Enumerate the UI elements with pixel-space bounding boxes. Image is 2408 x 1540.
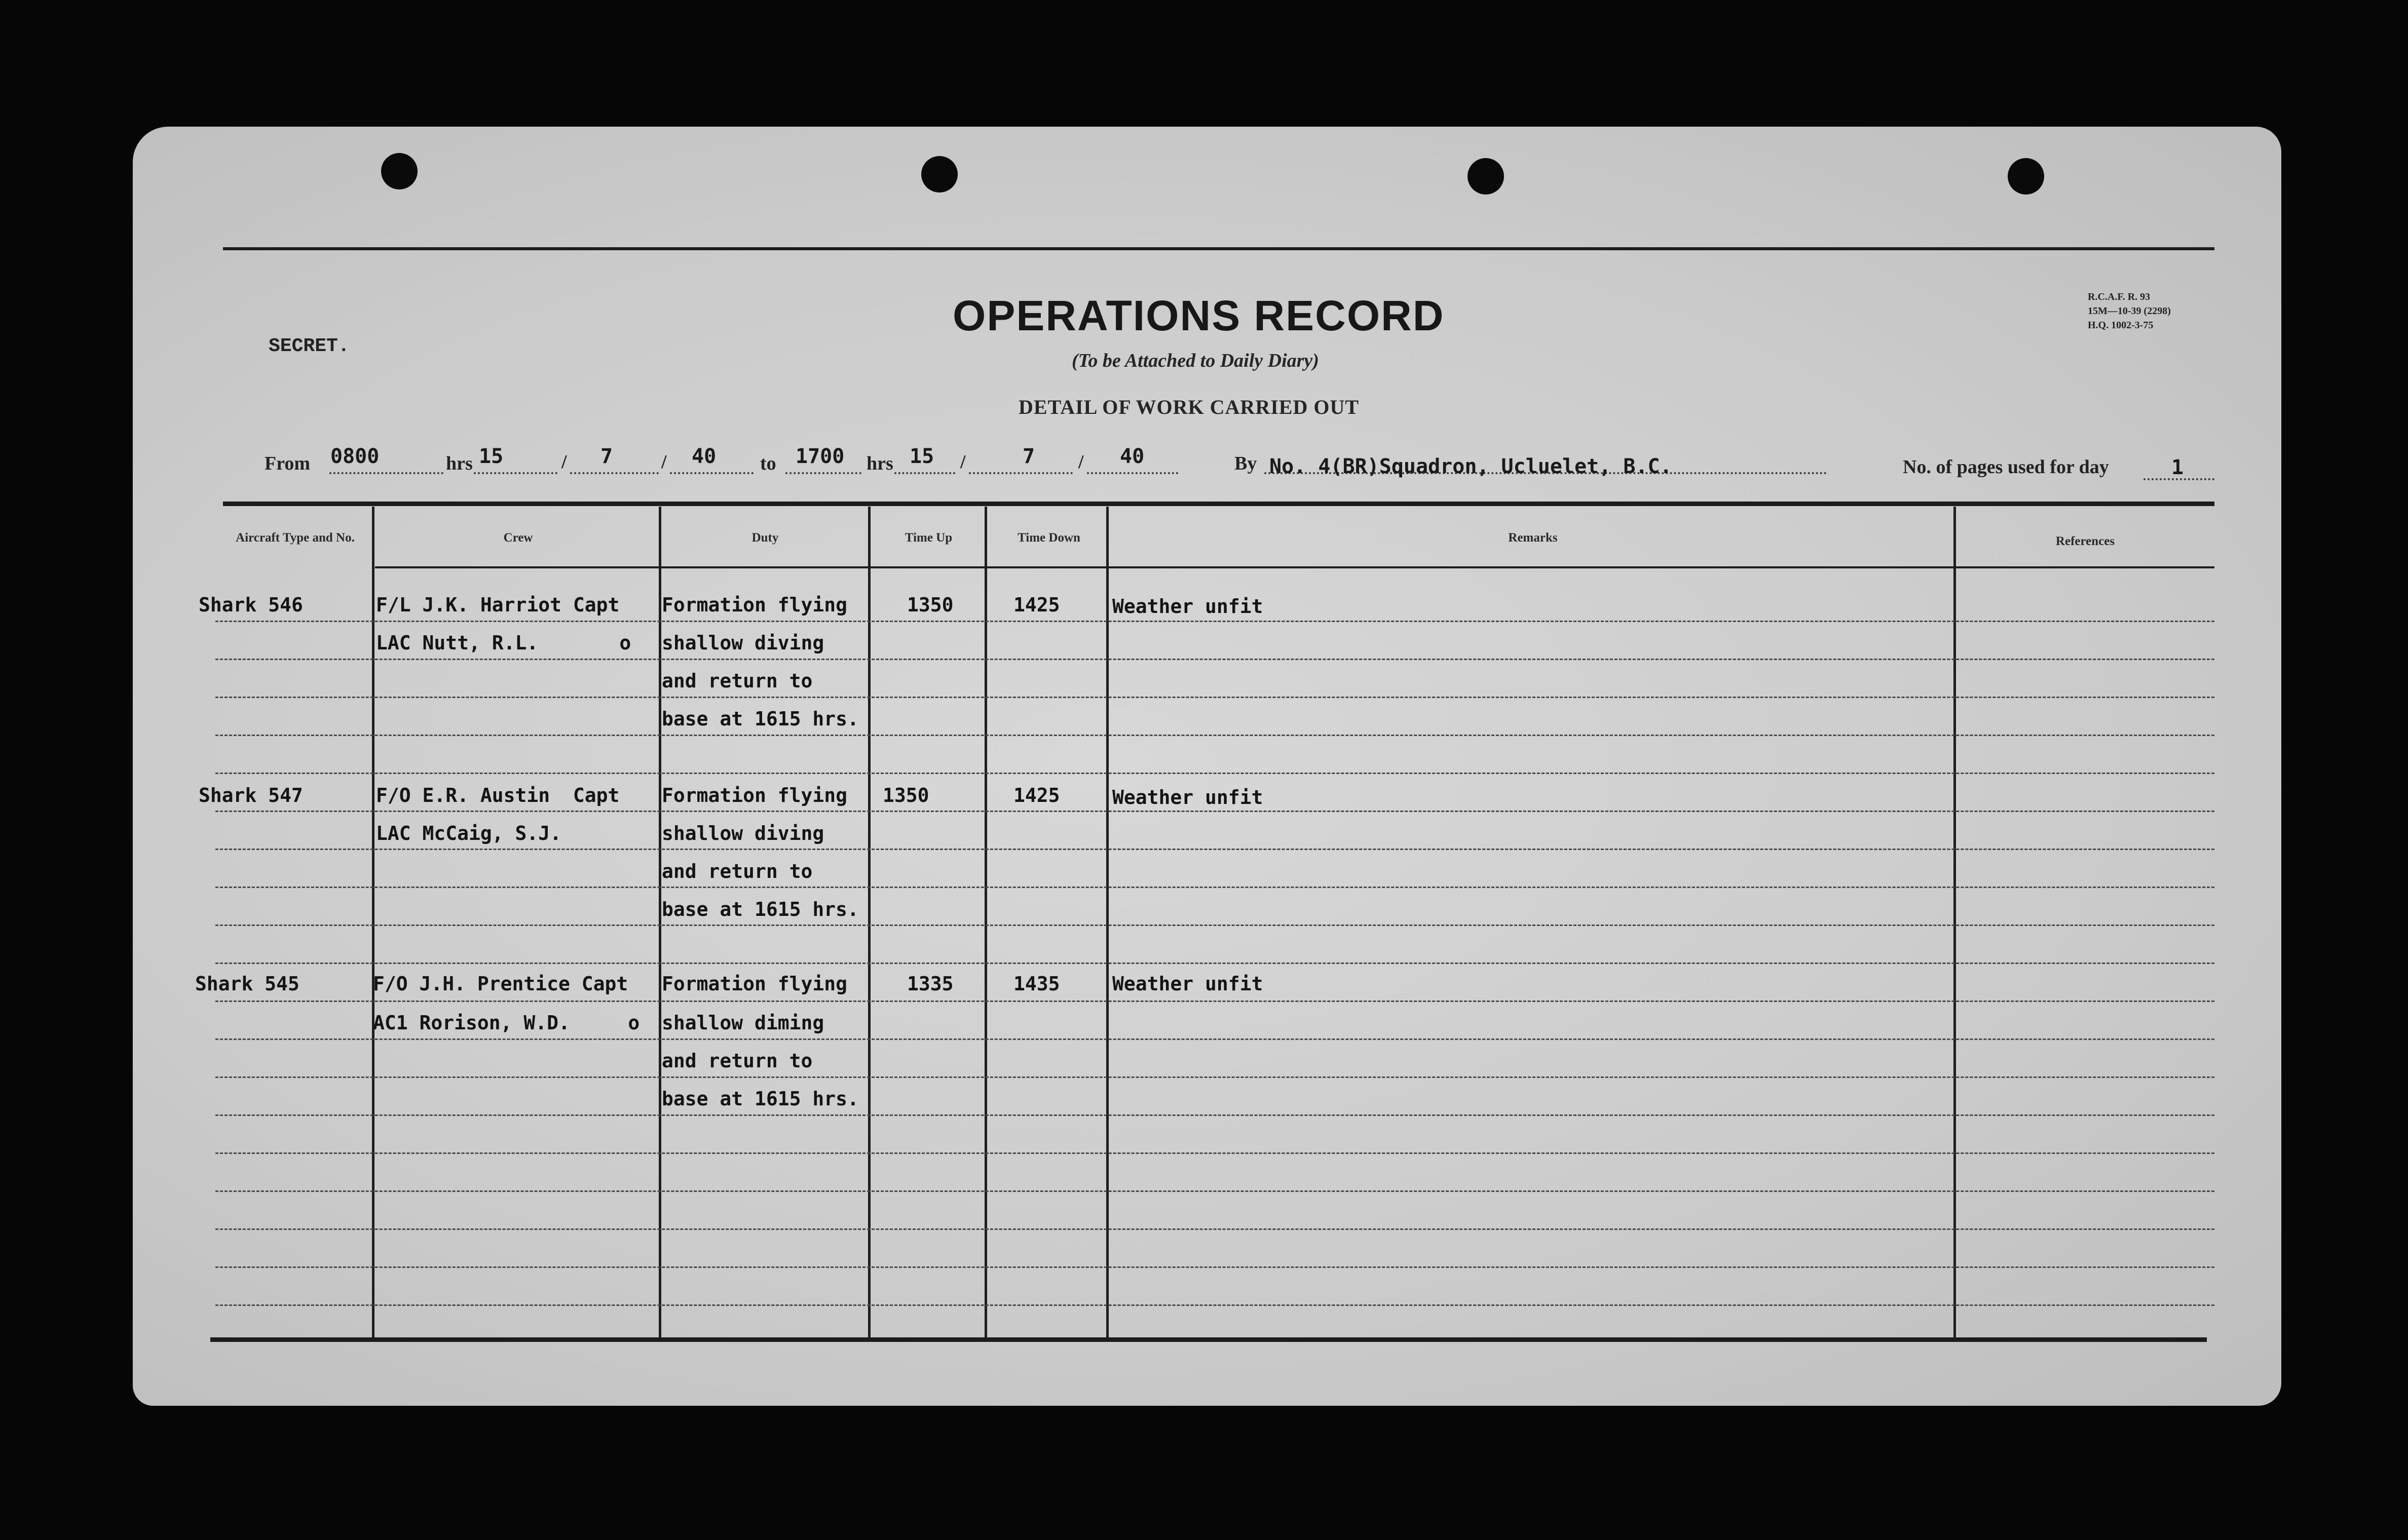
aircraft-cell: Shark 547 bbox=[199, 784, 303, 806]
from-label: From bbox=[265, 453, 311, 474]
slash: / bbox=[561, 451, 567, 473]
hrs-label: hrs bbox=[867, 453, 893, 474]
dotted-fill bbox=[570, 472, 659, 474]
pages-count: 1 bbox=[2171, 456, 2184, 479]
to-year: 40 bbox=[1120, 445, 1145, 468]
row-line bbox=[215, 1076, 2214, 1078]
time-down-cell: 1425 bbox=[1013, 594, 1060, 616]
duty-cell: and return to bbox=[662, 670, 813, 692]
row-line bbox=[215, 1038, 2214, 1040]
crew-cell: F/O E.R. Austin Capt bbox=[376, 784, 620, 806]
duty-cell: base at 1615 hrs. bbox=[662, 708, 859, 730]
hrs-label: hrs bbox=[446, 453, 473, 474]
row-line bbox=[215, 659, 2214, 660]
to-label: to bbox=[760, 453, 776, 474]
from-time: 0800 bbox=[330, 445, 380, 468]
punch-hole bbox=[2008, 158, 2044, 195]
col-header-references: References bbox=[2055, 534, 2115, 548]
row-line bbox=[215, 1190, 2214, 1192]
crew-cell: LAC McCaig, S.J. bbox=[376, 822, 562, 844]
dotted-fill bbox=[474, 472, 557, 474]
crew-cell: LAC Nutt, R.L. o bbox=[376, 632, 631, 654]
row-line bbox=[215, 735, 2214, 736]
top-rule bbox=[223, 247, 2214, 250]
slash: / bbox=[960, 451, 966, 473]
slash: / bbox=[661, 451, 667, 473]
col-header-time-down: Time Down bbox=[1018, 531, 1080, 545]
column-divider bbox=[868, 507, 871, 1337]
duty-cell: and return to bbox=[662, 1050, 813, 1072]
punch-hole bbox=[921, 156, 958, 192]
time-down-cell: 1425 bbox=[1013, 784, 1060, 806]
form-code-line: 15M—10-39 (2298) bbox=[2088, 305, 2171, 317]
row-line bbox=[215, 1114, 2214, 1116]
row-line bbox=[215, 697, 2214, 698]
duty-cell: Formation flying bbox=[662, 973, 848, 995]
column-divider bbox=[659, 507, 661, 1337]
dotted-fill bbox=[894, 472, 955, 474]
time-up-cell: 1335 bbox=[907, 973, 954, 995]
remarks-cell: Weather unfit bbox=[1112, 786, 1263, 808]
dotted-fill bbox=[1087, 472, 1178, 474]
form-code-line: H.Q. 1002-3-75 bbox=[2088, 320, 2154, 331]
time-down-cell: 1435 bbox=[1013, 973, 1060, 995]
row-line bbox=[215, 925, 2214, 926]
duty-cell: shallow diving bbox=[662, 632, 824, 654]
row-line bbox=[215, 621, 2214, 622]
col-header-rule bbox=[375, 566, 2214, 568]
to-time: 1700 bbox=[796, 445, 845, 468]
duty-cell: base at 1615 hrs. bbox=[662, 1088, 859, 1110]
row-line bbox=[215, 887, 2214, 888]
column-divider bbox=[1953, 507, 1956, 1337]
duty-cell: Formation flying bbox=[662, 784, 848, 806]
dotted-fill bbox=[785, 472, 861, 474]
row-line bbox=[215, 773, 2214, 774]
time-up-cell: 1350 bbox=[883, 784, 929, 806]
duty-cell: base at 1615 hrs. bbox=[662, 898, 859, 920]
punch-hole bbox=[1468, 158, 1504, 195]
from-year: 40 bbox=[692, 445, 717, 468]
dotted-fill bbox=[329, 472, 443, 474]
to-day: 15 bbox=[910, 445, 934, 468]
header-rule bbox=[223, 502, 2214, 506]
duty-cell: and return to bbox=[662, 860, 813, 882]
aircraft-cell: Shark 546 bbox=[199, 594, 303, 616]
from-day: 15 bbox=[479, 445, 504, 468]
duty-cell: shallow diving bbox=[662, 822, 824, 844]
row-line bbox=[215, 1228, 2214, 1230]
remarks-cell: Weather unfit bbox=[1112, 595, 1263, 618]
punch-hole bbox=[381, 153, 418, 189]
column-divider bbox=[1106, 507, 1109, 1337]
row-line bbox=[215, 849, 2214, 850]
duty-cell: shallow diming bbox=[662, 1012, 824, 1034]
aircraft-cell: Shark 545 bbox=[195, 973, 299, 995]
row-line bbox=[215, 1000, 2214, 1002]
pages-label: No. of pages used for day bbox=[1903, 456, 2109, 478]
slash: / bbox=[1078, 451, 1084, 473]
bottom-rule bbox=[210, 1337, 2207, 1342]
crew-cell: F/L J.K. Harriot Capt bbox=[376, 594, 620, 616]
col-header-duty: Duty bbox=[751, 531, 779, 545]
page-subtitle: (To be Attached to Daily Diary) bbox=[1072, 350, 1319, 371]
row-line bbox=[215, 962, 2214, 964]
col-header-time-up: Time Up bbox=[905, 531, 953, 545]
from-month: 7 bbox=[600, 445, 613, 468]
page-title: OPERATIONS RECORD bbox=[953, 292, 1445, 339]
secret-label: SECRET. bbox=[269, 335, 350, 357]
row-line bbox=[215, 1304, 2214, 1306]
crew-cell: F/O J.H. Prentice Capt bbox=[373, 973, 628, 995]
unit-name: No. 4(BR)Squadron, Ucluelet, B.C. bbox=[1269, 455, 1672, 478]
duty-cell: Formation flying bbox=[662, 594, 848, 616]
row-line bbox=[215, 1152, 2214, 1154]
col-header-crew: Crew bbox=[503, 531, 533, 545]
column-divider bbox=[985, 507, 987, 1337]
to-month: 7 bbox=[1023, 445, 1035, 468]
column-divider bbox=[372, 507, 374, 1337]
row-line bbox=[215, 811, 2214, 812]
col-header-remarks: Remarks bbox=[1508, 531, 1558, 545]
form-code bbox=[2088, 290, 2171, 332]
row-line bbox=[215, 1266, 2214, 1268]
crew-cell: AC1 Rorison, W.D. o bbox=[373, 1012, 640, 1034]
col-header-aircraft: Aircraft Type and No. bbox=[236, 531, 355, 545]
dotted-fill bbox=[969, 472, 1073, 474]
dotted-fill bbox=[670, 472, 754, 474]
detail-heading: DETAIL OF WORK CARRIED OUT bbox=[1019, 396, 1360, 418]
remarks-cell: Weather unfit bbox=[1112, 973, 1263, 995]
form-code-line: R.C.A.F. R. 93 bbox=[2088, 291, 2151, 302]
by-label: By bbox=[1234, 453, 1257, 474]
time-up-cell: 1350 bbox=[907, 594, 954, 616]
